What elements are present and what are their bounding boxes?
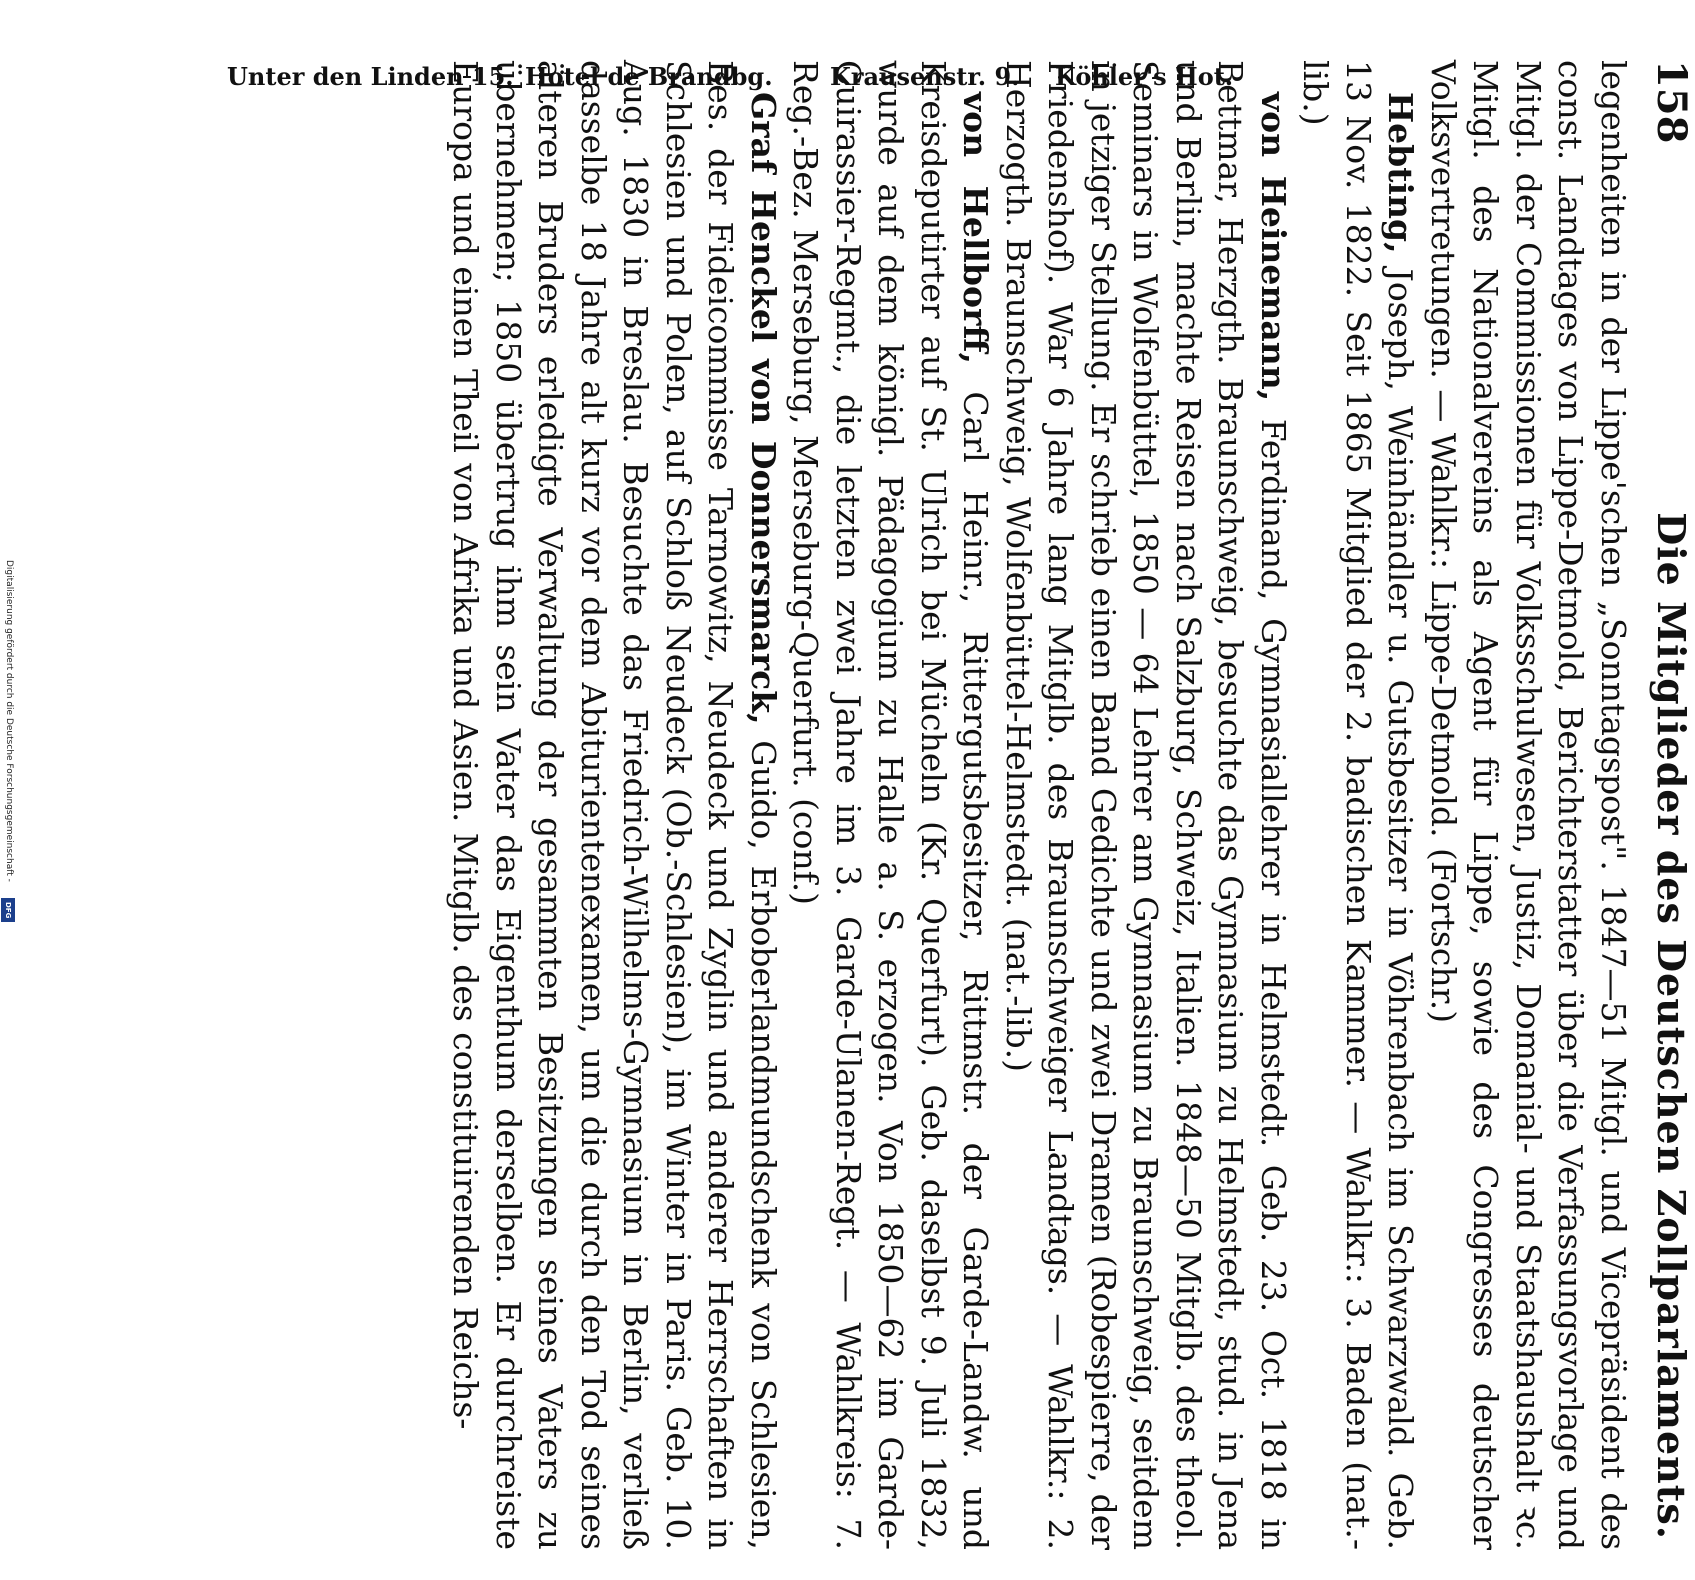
paragraph-2 <box>1294 60 1422 1550</box>
funding-note-text: Digitalisierung gefördert durch die Deutsche Forschungsgemeinschaft - <box>4 560 14 882</box>
page-number: 158 <box>1648 60 1695 144</box>
paragraph-3 <box>997 60 1295 1550</box>
page-header <box>1648 60 1695 1580</box>
entry-text: legenheiten in der Lippe'schen „Sonntagspost". 1847—51 Mitgl. und Vicepräsident des const. Landtages von Lippe-Detmold, Berichterstatter über die Verfassungsvorlage und Mitgl. der Commissionen für Volksschulwesen, Justiz, Domanial- und Staatshaushalt ꝛc. Mitgl. des Nationalvereins als Agent für Lippe, sowie des Congresses deutscher Volksvertretungen. — Wahlkr.: Lippe-Detmold. (Fortschr.) <box>1424 60 1633 1550</box>
paragraph-1 <box>1422 60 1635 1550</box>
entry-name: Graf Henckel von Donnersmarck, <box>744 92 783 725</box>
entry-name: von Heinemann, <box>1254 92 1293 402</box>
running-title: Die Mitglieder des Deutschen Zollparlaments. <box>1649 512 1694 1540</box>
body-text <box>444 60 1634 1580</box>
entry-name: Hebting, <box>1381 92 1421 254</box>
margin-header-1: Unter den Linden 15. <box>227 62 514 91</box>
margin-header-4: Köhler's Hot. <box>1055 62 1234 91</box>
entry-text: Guido, Erboberlandmundschenk von Schlesien, Bes. der Fideicommisse Tarnowitz, Neudeck und Zyglin und anderer Herrschaften in Schlesien und Polen, auf Schloß Neudeck (Ob.-Schlesien), im Winter in Paris. Geb. 10. Aug. 1830 in Breslau. Besuchte das Friedrich-Wilhelms-Gymnasium in Berlin, verließ dasselbe 18 Jahre alt kurz vor dem Abiturientenexamen, um die durch den Tod seines älteren Bruders erledigte Verwaltung der gesammten Besitzungen seines Vaters zu übernehmen; 1850 übertrug ihm sein Vater das Eigenthum derselben. Er durchreiste Europa und einen Theil von Afrika und Asien. Mitglb. des constituirenden Reichs- <box>446 60 783 1551</box>
entry-text: Carl Heinr., Rittergutsbesitzer, Rittmstr. der Garde-Landw. und Kreisdeputirter auf St. Ulrich bei Mücheln (Kr. Querfurt). Geb. daselbst 9. Juli 1832, wurde auf dem königl. Pädagogium zu Halle a. S. erzogen. Von 1850—62 im Garde-Cuirassier-Regmt., die letzten zwei Jahre im 3. Garde-Ulanen-Regt. — Wahlkreis: 7. Reg.-Bez. Merseburg, Merseburg-Querfurt. (conf.) <box>786 60 996 1551</box>
funding-note <box>0 560 20 920</box>
entry-text: Ferdinand, Gymnasiallehrer in Helmstedt. Geb. 23. Oct. 1818 in Bettmar, Herzgth. Braunschweig, besuchte das Gymnasium zu Helmstedt, stud. in Jena und Berlin, machte Reisen nach Salzburg, Schweiz, Italien. 1848—50 Mitglb. des theol. Seminars in Wolfenbüttel, 1850 — 64 Lehrer am Gymnasium zu Braunschweig, seitdem in jetziger Stellung. Er schrieb einen Band Gedichte und zwei Dramen (Robespierre, der Friedenshof). War 6 Jahre lang Mitglb. des Braunschweiger Landtags. — Wahlkr.: 2. Herzogth. Braunschweig, Wolfenbüttel-Helmstedt. (nat.-lib.) <box>999 60 1293 1550</box>
paragraph-4 <box>784 60 997 1550</box>
entry-text: Joseph, Weinhändler u. Gutsbesitzer in Vöhrenbach im Schwarzwald. Geb. 13 Nov. 1822. Seit 1865 Mitglied der 2. badischen Kammer. — Wahlkr.: 3. Baden (nat.-lib.) <box>1296 60 1421 1550</box>
dfg-logo: DFG <box>1 898 15 922</box>
margin-header-3: Krausenstr. 9. <box>830 62 1020 91</box>
paragraph-5 <box>444 60 784 1550</box>
entry-name: von Hellborff, <box>956 92 996 364</box>
rotated-page <box>365 60 1695 1580</box>
margin-header-2: Hotel de Brandbg. <box>525 62 773 91</box>
